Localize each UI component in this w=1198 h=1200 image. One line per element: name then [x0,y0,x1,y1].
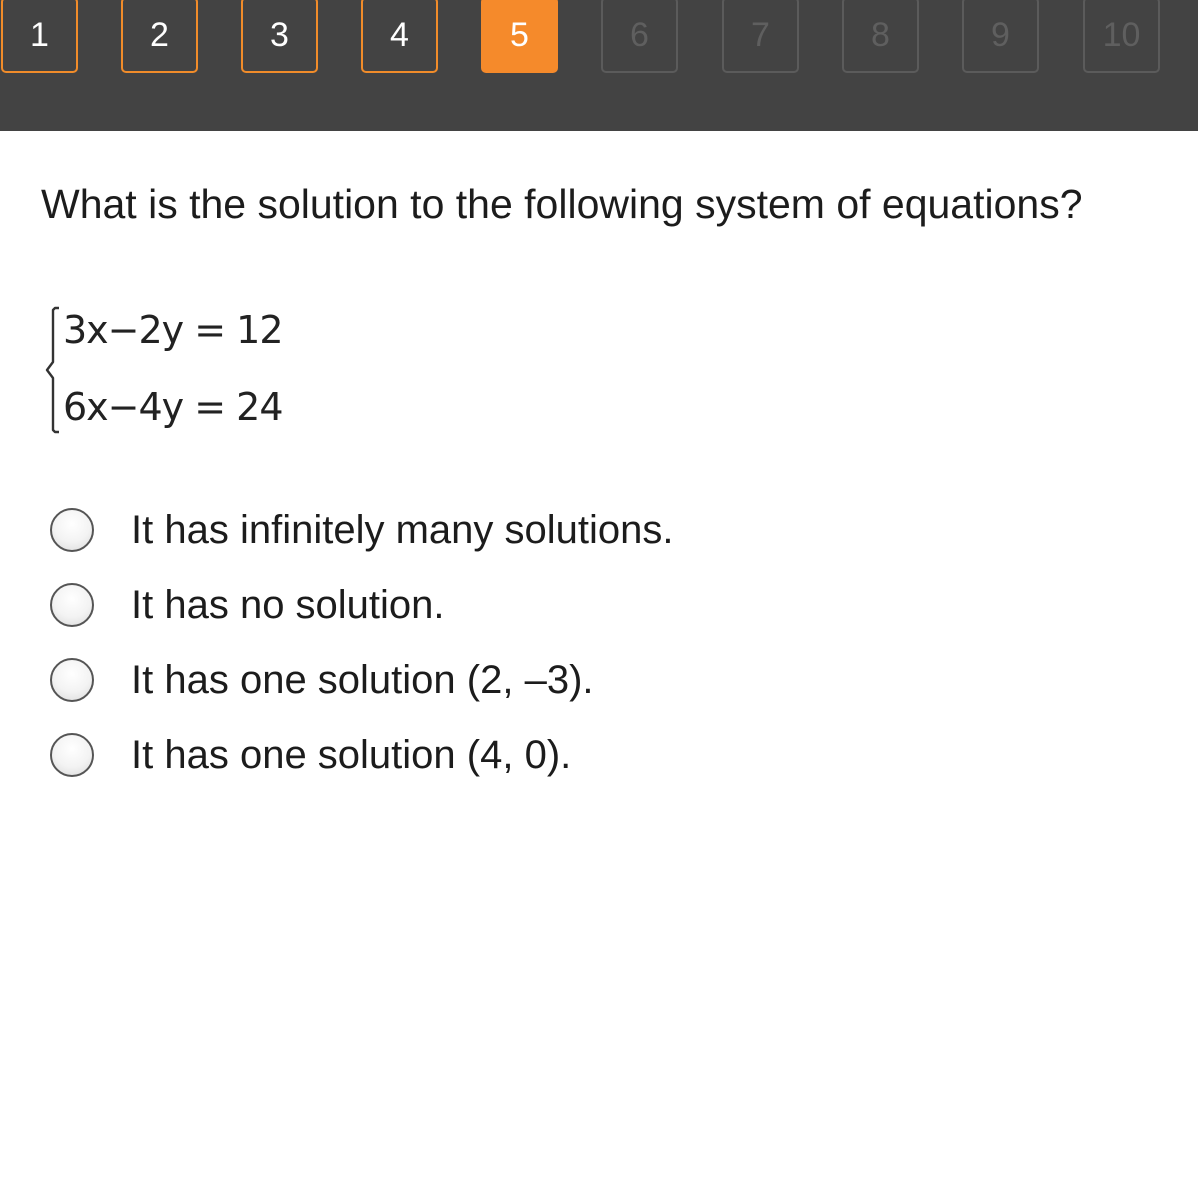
answer-option-4[interactable] [50,730,571,780]
answer-option-1[interactable] [50,505,673,555]
question-button-9[interactable]: 9 [962,0,1039,73]
radio-button-icon[interactable] [50,733,94,777]
answer-option-3[interactable] [50,655,594,705]
radio-button-icon[interactable] [50,508,94,552]
left-brace-icon [38,300,64,440]
question-button-10[interactable]: 10 [1083,0,1160,73]
top-bar [0,0,1198,131]
question-button-1[interactable]: 1 [1,0,78,73]
equation-system [38,300,298,440]
question-button-2[interactable]: 2 [121,0,198,73]
question-button-4[interactable]: 4 [361,0,438,73]
question-button-3[interactable]: 3 [241,0,318,73]
question-button-5[interactable]: 5 [481,0,558,73]
radio-button-icon[interactable] [50,583,94,627]
question-button-6[interactable]: 6 [601,0,678,73]
answer-option-label: It has infinitely many solutions. [131,507,674,552]
answer-option-label: It has no solution. [131,582,445,627]
answer-option-2[interactable] [50,580,445,630]
question-text: What is the solution to the following system of equations? [41,181,1083,227]
equation-1: 3x−2y = 12 [63,308,283,352]
question-button-8[interactable]: 8 [842,0,919,73]
answer-option-label: It has one solution (2, –3). [131,657,594,702]
equation-2: 6x−4y = 24 [63,385,283,429]
question-navigation [0,0,1198,77]
radio-button-icon[interactable] [50,658,94,702]
answer-option-label: It has one solution (4, 0). [131,732,572,777]
question-button-7[interactable]: 7 [722,0,799,73]
